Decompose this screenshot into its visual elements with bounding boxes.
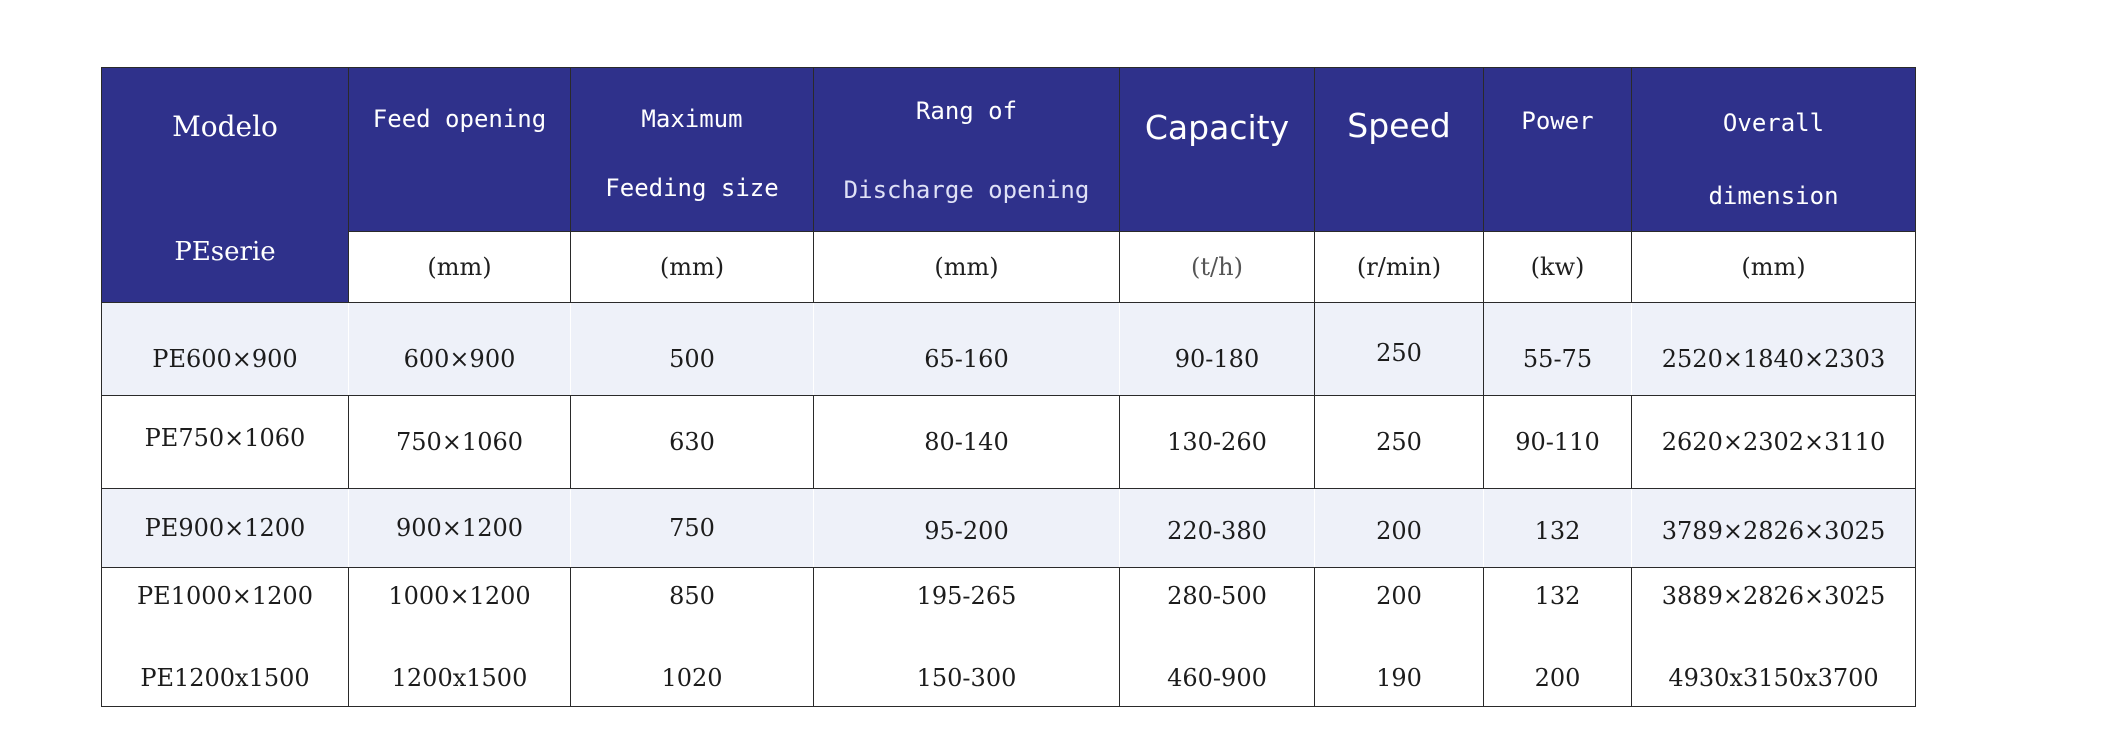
cell-speed: 250 — [1315, 303, 1484, 396]
header-max-feeding — [571, 68, 814, 232]
cell-feed-opening-pair — [349, 568, 571, 707]
cell-model: PE900×1200 — [102, 489, 349, 568]
cell-capacity: 220-380 — [1120, 489, 1315, 568]
cell-feed-opening: 750×1060 — [349, 396, 571, 489]
header-speed — [1315, 68, 1484, 232]
spec-table — [101, 67, 1916, 707]
unit-power: (kw) — [1484, 232, 1632, 303]
cell-model: PE600×900 — [102, 303, 349, 396]
header-model — [102, 68, 349, 303]
cell-speed: 200 — [1376, 582, 1422, 610]
header-speed-label: Speed — [1347, 105, 1451, 145]
unit-overall: (mm) — [1632, 232, 1916, 303]
cell-model-pair — [102, 568, 349, 707]
header-power — [1484, 68, 1632, 232]
cell-discharge: 80-140 — [814, 396, 1120, 489]
cell-max-feeding: 630 — [571, 396, 814, 489]
cell-discharge: 150-300 — [916, 664, 1017, 692]
cell-speed: 250 — [1315, 396, 1484, 489]
cell-feed-opening: 1000×1200 — [388, 582, 531, 610]
header-model-series: PEserie — [174, 236, 276, 267]
cell-capacity: 280-500 — [1167, 582, 1267, 610]
cell-max-feeding: 750 — [571, 489, 814, 568]
cell-discharge: 95-200 — [814, 489, 1120, 568]
cell-discharge-pair — [814, 568, 1120, 707]
table-row — [102, 489, 1916, 568]
header-feed-opening — [349, 68, 571, 232]
header-discharge — [814, 68, 1120, 232]
cell-overall: 2520×1840×2303 — [1632, 303, 1916, 396]
unit-feed-opening: (mm) — [349, 232, 571, 303]
cell-discharge: 195-265 — [916, 582, 1017, 610]
header-max-feeding-line2: Feeding size — [605, 173, 779, 202]
cell-feed-opening: 600×900 — [349, 303, 571, 396]
header-discharge-line2: Discharge opening — [843, 175, 1090, 204]
cell-model: PE750×1060 — [102, 396, 349, 489]
table-row — [102, 303, 1916, 396]
cell-speed: 200 — [1315, 489, 1484, 568]
header-overall — [1632, 68, 1916, 232]
header-overall-line2: dimension — [1708, 181, 1839, 210]
header-capacity-label: Capacity — [1144, 107, 1290, 147]
cell-power: 55-75 — [1484, 303, 1632, 396]
cell-max-feeding: 850 — [669, 582, 715, 610]
cell-discharge: 65-160 — [814, 303, 1120, 396]
header-model-label: Modelo — [172, 109, 278, 143]
unit-discharge: (mm) — [814, 232, 1120, 303]
cell-overall: 3889×2826×3025 — [1661, 582, 1886, 610]
cell-max-feeding: 500 — [571, 303, 814, 396]
cell-overall: 4930x3150x3700 — [1668, 664, 1879, 692]
table-row — [102, 396, 1916, 489]
header-feed-opening-label: Feed opening — [372, 105, 547, 134]
cell-capacity: 130-260 — [1120, 396, 1315, 489]
cell-power: 200 — [1534, 664, 1581, 692]
cell-power: 132 — [1484, 489, 1632, 568]
unit-capacity: (t/h) — [1120, 232, 1315, 303]
cell-overall: 2620×2302×3110 — [1632, 396, 1916, 489]
header-power-label: Power — [1521, 107, 1594, 136]
unit-max-feeding: (mm) — [571, 232, 814, 303]
cell-overall: 3789×2826×3025 — [1632, 489, 1916, 568]
cell-power: 132 — [1534, 582, 1581, 610]
cell-speed-pair — [1315, 568, 1484, 707]
cell-max-feeding: 1020 — [661, 664, 723, 692]
cell-power-pair — [1484, 568, 1632, 707]
cell-power: 90-110 — [1484, 396, 1632, 489]
table-row-pair — [102, 568, 1916, 707]
cell-capacity-pair — [1120, 568, 1315, 707]
cell-max-feeding-pair — [571, 568, 814, 707]
cell-capacity: 460-900 — [1167, 664, 1267, 692]
cell-model: PE1000×1200 — [137, 582, 313, 610]
cell-speed: 190 — [1376, 664, 1422, 692]
cell-overall-pair — [1632, 568, 1916, 707]
cell-model: PE1200x1500 — [140, 664, 310, 692]
header-max-feeding-line1: Maximum — [641, 104, 743, 133]
header-capacity — [1120, 68, 1315, 232]
unit-speed: (r/min) — [1315, 232, 1484, 303]
header-overall-line1: Overall — [1722, 108, 1825, 137]
cell-capacity: 90-180 — [1120, 303, 1315, 396]
header-discharge-line1: Rang of — [915, 96, 1018, 125]
cell-feed-opening: 900×1200 — [349, 489, 571, 568]
cell-feed-opening: 1200x1500 — [391, 664, 528, 692]
